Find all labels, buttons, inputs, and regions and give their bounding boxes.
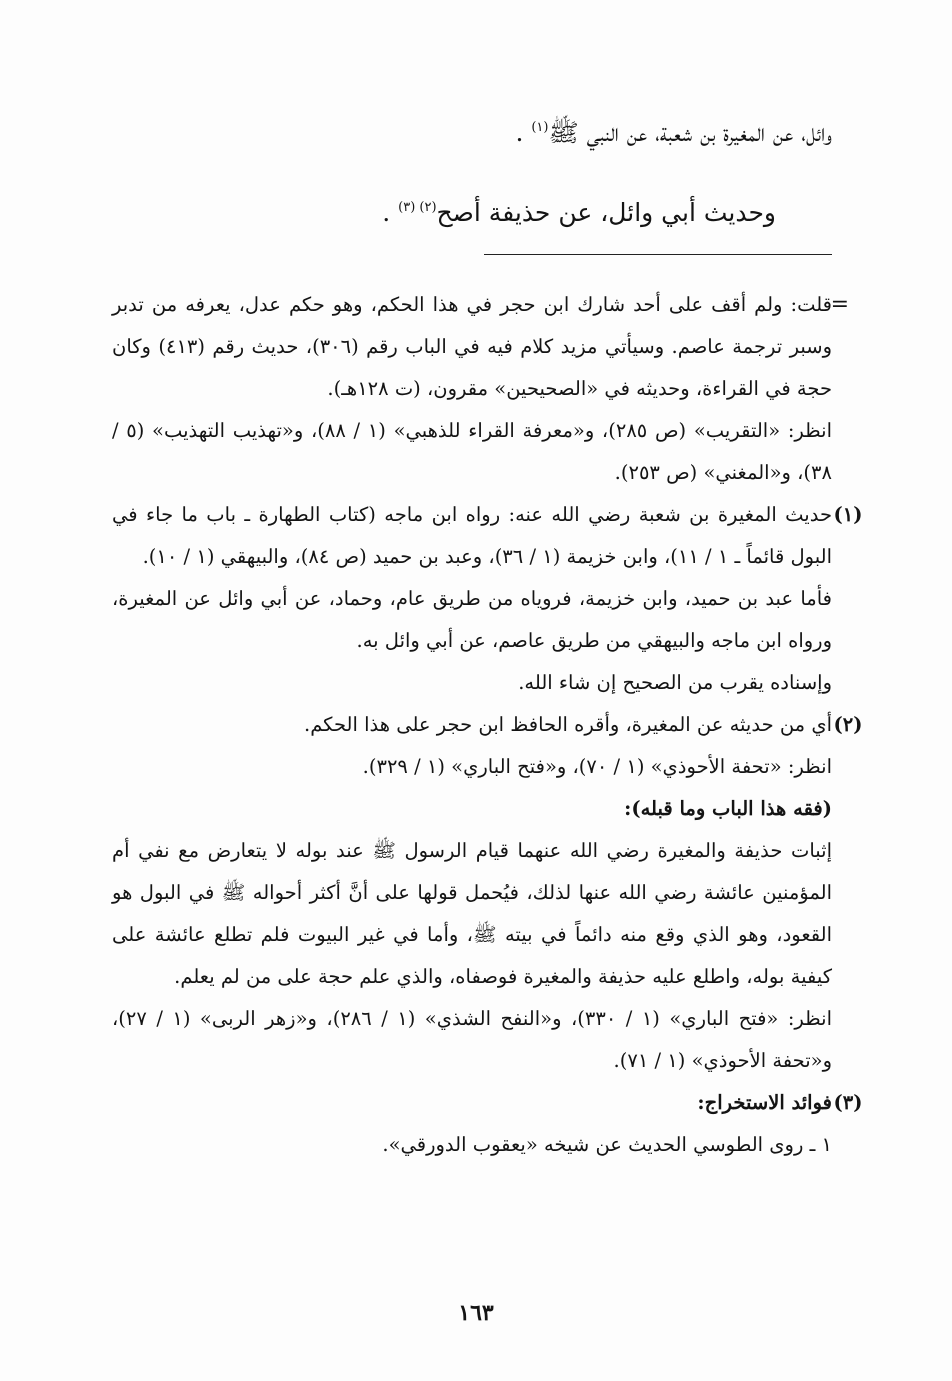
footnote-1-paragraph-1: حديث المغيرة بن شعبة رضي الله عنه: رواه ابن ماجه (كتاب الطهارة ـ باب ما جاء في البول قائماً ـ ١ / ١١)، وابن خزيمة (١ / ٣٦)، وعبد بن حميد (ص ٨٤)، والبيهقي (١ / ١٠). xyxy=(112,503,832,568)
continuation-marker: = xyxy=(830,292,849,317)
main-text-line-2 xyxy=(382,196,776,230)
footnote-separator xyxy=(484,254,832,255)
main-text-line-1-end: . xyxy=(515,118,532,147)
main-text-line-1 xyxy=(515,116,832,150)
footnote-2-paragraph-1: أي من حديثه عن المغيرة، وأقره الحافظ ابن حجر على هذا الحكم. xyxy=(304,713,832,736)
footnote-1-paragraph-3: وإسناده يقرب من الصحيح إن شاء الله. xyxy=(518,671,832,694)
footnote-2-paragraph-3: إثبات حذيفة والمغيرة رضي الله عنهما قيام الرسول ﷺ عند بوله لا يتعارض مع نفي أم المؤمنين عائشة رضي الله عنها لذلك، فيُحمل قولها على أنَّ أكثر أحواله ﷺ في البول هو القعود، وهو الذي وقع منه دائماً في بيته ﷺ، وأما في غير البيوت فلم تطلع عائشة على كيفية بوله، واطلع عليه حذيفة والمغيرة فوصفاه، والذي علم حجة على من لم يعلم. xyxy=(112,839,832,988)
page-number: ١٦٣ xyxy=(458,1300,494,1326)
main-text-line-1-body: وائل، عن المغيرة بن شعبة، عن النبي ﷺ xyxy=(548,118,832,147)
footnote-1-number: (١) xyxy=(833,503,863,526)
continued-note-paragraph-1: قلت: ولم أقف على أحد شارك ابن حجر في هذا الحكم، وهو حكم عدل، يعرفه من تدبر وسبر ترجمة عاصم. وسيأتي مزيد كلام فيه في الباب رقم (٣٠٦)، حديث رقم (٤١٣) وكان حجة في القراءة، وحديثه في «الصحيحين» مقرون، (ت ١٢٨هـ). xyxy=(112,293,832,400)
footnote-3-number: (٣) xyxy=(833,1091,863,1114)
continued-note-paragraph-2: انظر: «التقريب» (ص ٢٨٥)، و«معرفة القراء للذهبي» (١ / ٨٨)، و«تهذيب التهذيب» (٥ / ٣٨)، و«المغني» (ص ٢٥٣). xyxy=(112,419,832,484)
main-text-line-2-end: . xyxy=(382,198,399,227)
footnote-2-heading: (فقه هذا الباب وما قبله): xyxy=(624,797,832,820)
footnote-1 xyxy=(112,494,863,704)
footnote-2-number: (٢) xyxy=(833,713,863,736)
footnote-ref-1[interactable]: (١) xyxy=(531,120,549,135)
main-text-line-2-body: وحديث أبي وائل، عن حذيفة أصح xyxy=(436,198,776,227)
footnote-2 xyxy=(112,704,863,1082)
footnote-3-heading: فوائد الاستخراج: xyxy=(697,1091,832,1114)
footnote-1-paragraph-2: فأما عبد بن حميد، وابن خزيمة، فروياه من طريق عام، وحماد، عن أبي وائل عن المغيرة، ورواه ابن ماجه والبيهقي من طريق عاصم، عن أبي وائل به. xyxy=(112,587,832,652)
footnote-3-paragraph-1: ١ ـ روى الطوسي الحديث عن شيخه «يعقوب الدورقي». xyxy=(382,1133,832,1156)
footnote-2-paragraph-2: انظر: «تحفة الأحوذي» (١ / ٧٠)، و«فتح الباري» (١ / ٣٢٩). xyxy=(362,755,832,778)
footnote-ref-2-3[interactable]: (٢) (٣) xyxy=(398,200,437,215)
footnotes xyxy=(112,284,863,1166)
footnote-3 xyxy=(112,1082,863,1166)
footnote-2-paragraph-4: انظر: «فتح الباري» (١ / ٣٣٠)، و«النفح الشذي» (١ / ٢٨٦)، و«زهر الربى» (١ / ٢٧)، و«تحفة الأحوذي» (١ / ٧١). xyxy=(112,1007,832,1072)
